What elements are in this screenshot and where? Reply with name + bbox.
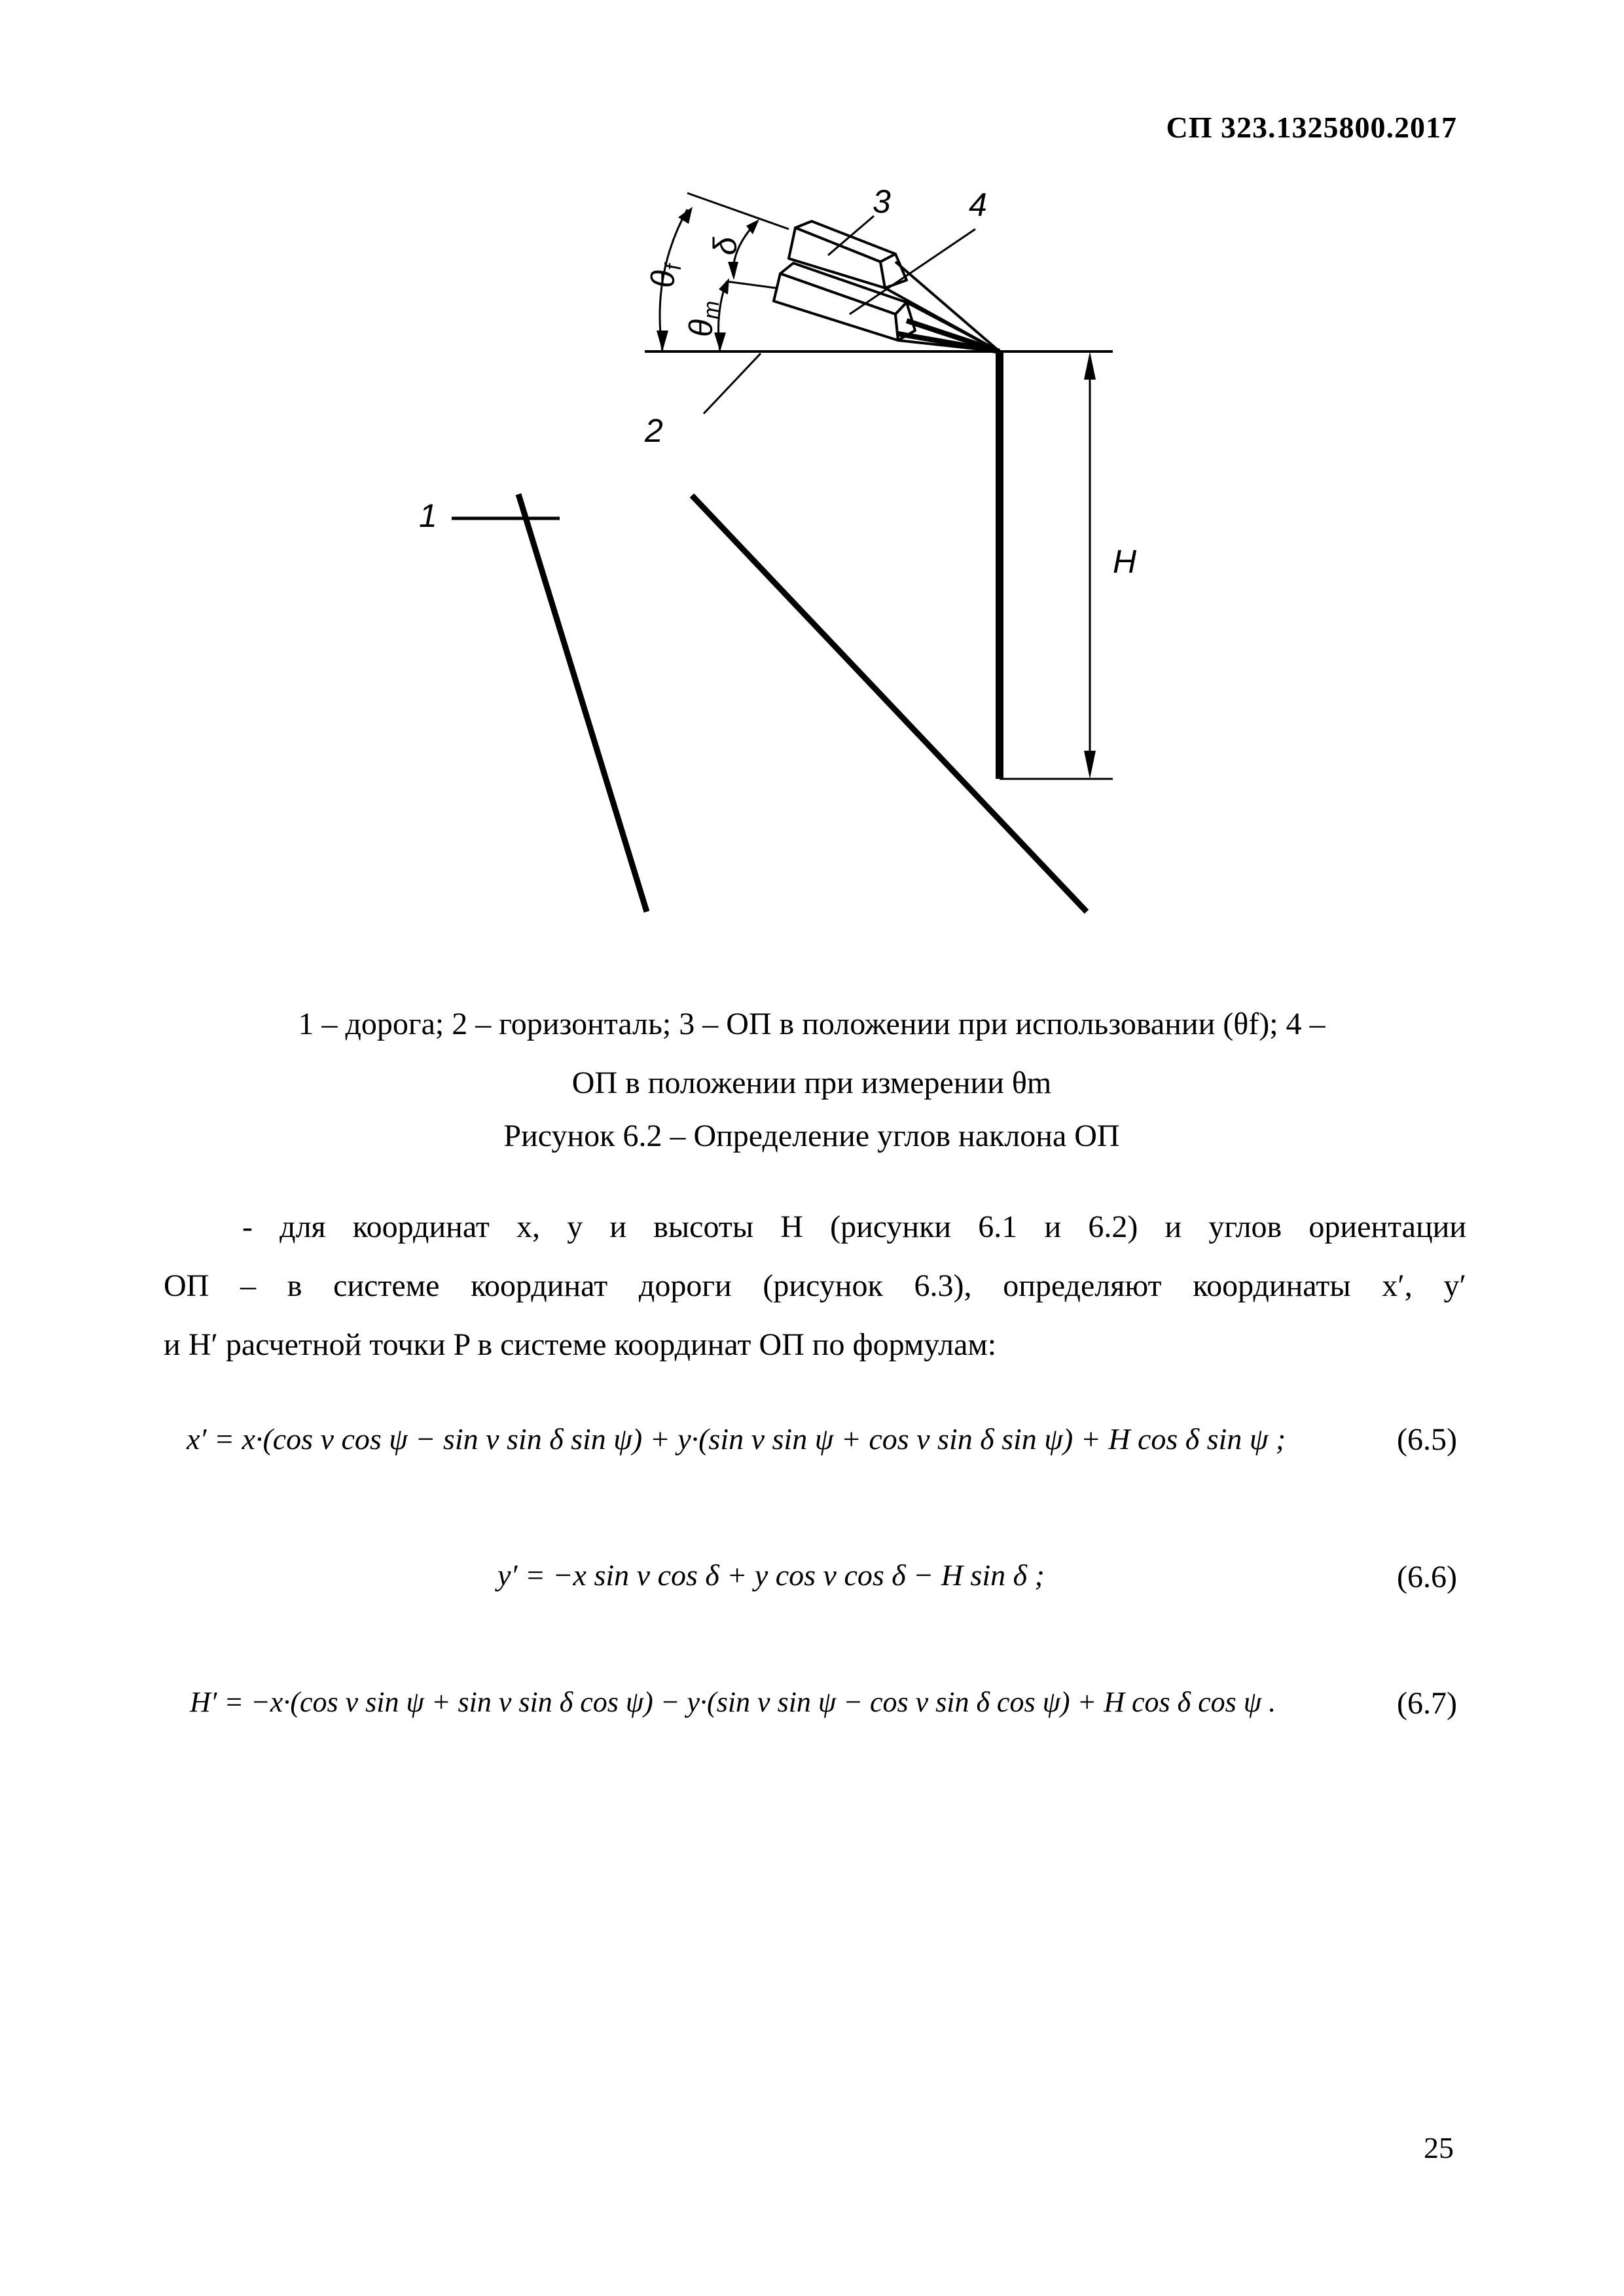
document-code: СП 323.1325800.2017 — [1166, 111, 1457, 144]
theta-m-arrow-top — [719, 278, 729, 295]
paragraph-line-3: и H′ расчетной точки P в системе координат ОП по формулам: — [164, 1327, 997, 1362]
delta-label: δ — [707, 237, 744, 255]
figure-label-H: H — [1113, 543, 1137, 580]
leader-2 — [704, 353, 761, 414]
delta-arrow-bottom — [728, 262, 738, 280]
figure-6-2 — [0, 0, 1624, 956]
angle-ext-delta — [727, 281, 776, 288]
paragraph-line-2: ОП – в системе координат дороги (рисунок 6.3), определяют координаты x′, y′ — [164, 1268, 1466, 1303]
legend-line-2: ОП в положении при измерении θm — [571, 1066, 1052, 1100]
theta-f-arrow-bottom — [657, 331, 668, 351]
theta-f-label: $\theta_f$ — [645, 264, 686, 288]
body-paragraph — [164, 1198, 1466, 1374]
figure-label-3: 3 — [873, 183, 891, 220]
figure-label-1: 1 — [419, 497, 437, 534]
road-line — [518, 494, 647, 912]
equation-number-6-5: (6.5) — [1397, 1422, 1457, 1457]
formula-6-6: y′ = −x sin ν cos δ + y cos ν cos δ − H sin δ ; — [497, 1558, 1045, 1592]
theta-m-label: $\theta_m$ — [683, 300, 724, 337]
paragraph-line-1: - для координат x, y и высоты H (рисунки 6.1 и 6.2) и углов ориентации — [242, 1210, 1466, 1244]
height-arrow-top — [1084, 351, 1096, 380]
figure-caption: Рисунок 6.2 – Определение углов наклона ОП — [503, 1119, 1120, 1153]
equation-number-6-7: (6.7) — [1397, 1686, 1457, 1721]
page-number: 25 — [1424, 2131, 1454, 2164]
equation-number-6-6: (6.6) — [1397, 1560, 1457, 1594]
legend-line-1: 1 – дорога; 2 – горизонталь; 3 – ОП в положении при использовании (θf); 4 – — [298, 1007, 1326, 1041]
angle-ext-theta-f — [687, 193, 789, 229]
figure-legend — [164, 995, 1460, 1113]
figure-label-4: 4 — [969, 187, 987, 223]
formula-6-5: x′ = x·(cos ν cos ψ − sin ν sin δ sin ψ) + y·(sin ν sin ψ + cos ν sin δ sin ψ) + H cos δ sin ψ ; — [187, 1422, 1286, 1456]
inclined-line — [692, 495, 1087, 912]
height-arrow-bottom — [1084, 751, 1096, 779]
figure-label-2: 2 — [645, 412, 663, 449]
formula-6-7: H′ = −x·(cos ν sin ψ + sin ν sin δ cos ψ) − y·(sin ν sin ψ − cos ν sin δ cos ψ) + H cos δ cos ψ . — [190, 1686, 1276, 1718]
